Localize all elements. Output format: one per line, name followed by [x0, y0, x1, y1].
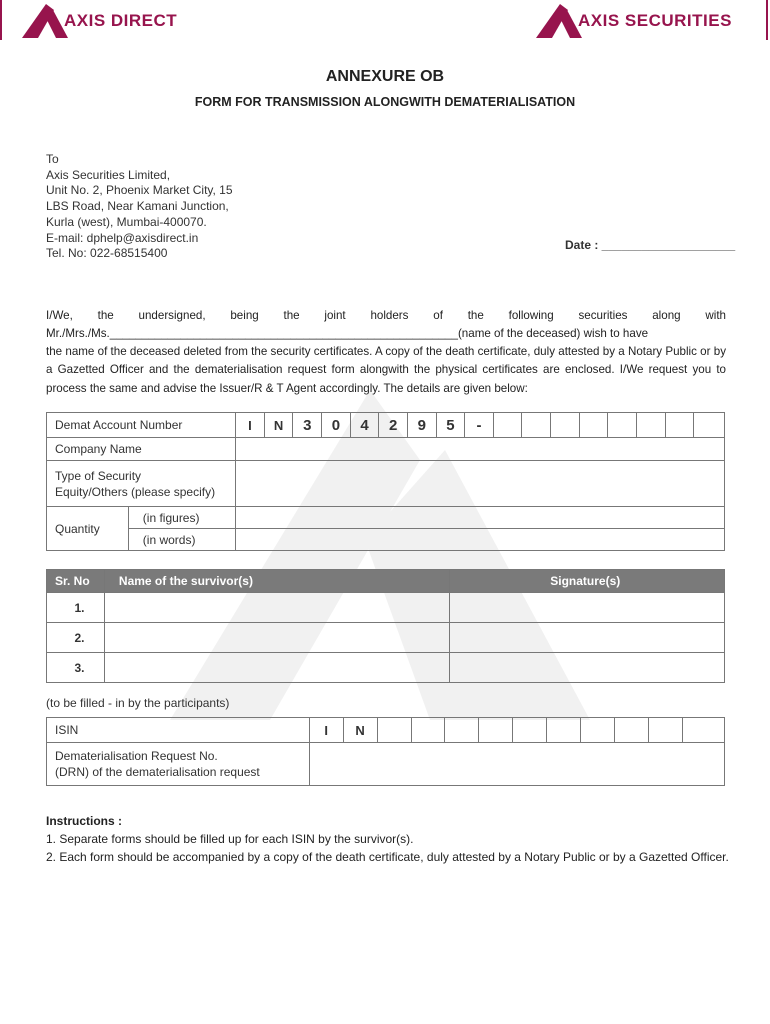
security-type-field[interactable]	[236, 461, 725, 507]
isin-box[interactable]: I	[309, 718, 343, 743]
axis-logo-icon	[536, 4, 582, 38]
demat-box[interactable]	[493, 413, 522, 438]
survivor-name-field[interactable]	[104, 623, 449, 653]
drn-label: Dematerialisation Request No. (DRN) of the dematerialisation request	[47, 743, 310, 786]
isin-box[interactable]	[581, 718, 615, 743]
demat-box[interactable]	[665, 413, 694, 438]
demat-box[interactable]: 5	[436, 413, 465, 438]
security-type-label: Type of Security Equity/Others (please specify)	[47, 461, 236, 507]
address-line: Tel. No: 022-68515400	[46, 246, 168, 261]
address-line: To	[46, 152, 59, 166]
quantity-figures-field[interactable]	[236, 507, 725, 529]
demat-box[interactable]	[608, 413, 637, 438]
survivor-sr-no: 2.	[47, 623, 105, 653]
demat-box[interactable]: 2	[379, 413, 408, 438]
isin-box[interactable]: N	[343, 718, 377, 743]
demat-box[interactable]: 9	[407, 413, 436, 438]
drn-field[interactable]	[309, 743, 724, 786]
isin-label: ISIN	[47, 718, 310, 743]
details-table	[46, 412, 725, 551]
demat-account-label: Demat Account Number	[47, 413, 236, 438]
page-subtitle: FORM FOR TRANSMISSION ALONGWITH DEMATERIALISATION	[194, 95, 576, 109]
demat-box[interactable]	[694, 413, 725, 438]
demat-box[interactable]: 3	[293, 413, 322, 438]
page-edge-mark-right	[766, 0, 768, 40]
isin-table	[46, 717, 725, 786]
demat-box[interactable]: I	[236, 413, 265, 438]
address-line: E-mail: dphelp@axisdirect.in	[46, 230, 199, 245]
survivor-signature-field[interactable]	[450, 623, 725, 653]
axis-securities-logo-text: AXIS SECURITIES	[578, 11, 732, 30]
body-line-2: Mr./Mrs./Ms.______________________________________________________(name of the deceased) wish to have	[46, 327, 649, 340]
isin-box[interactable]	[479, 718, 513, 743]
survivor-sr-no: 3.	[47, 653, 105, 683]
address-line: Unit No. 2, Phoenix Market City, 15	[46, 183, 233, 198]
survivor-name-field[interactable]	[104, 593, 449, 623]
isin-box[interactable]	[615, 718, 649, 743]
isin-box[interactable]	[547, 718, 581, 743]
quantity-figures-label: (in figures)	[128, 507, 235, 529]
axis-securities-logo	[536, 4, 732, 38]
participants-note: (to be filled - in by the participants)	[46, 696, 230, 710]
axis-direct-logo	[22, 4, 177, 38]
axis-logo-icon	[22, 4, 68, 38]
demat-box[interactable]: N	[264, 413, 293, 438]
instruction-item: 1. Separate forms should be filled up for each ISIN by the survivor(s).	[46, 832, 414, 846]
address-line: LBS Road, Near Kamani Junction,	[46, 199, 229, 214]
demat-box[interactable]	[522, 413, 551, 438]
demat-box[interactable]: 0	[322, 413, 351, 438]
address-line: Kurla (west), Mumbai-400070.	[46, 214, 207, 229]
demat-box[interactable]: 4	[350, 413, 379, 438]
demat-box[interactable]	[551, 413, 580, 438]
address-line: Axis Securities Limited,	[46, 167, 171, 182]
address-block	[46, 152, 233, 262]
survivor-signature-field[interactable]	[450, 593, 725, 623]
survivors-table	[46, 569, 725, 683]
company-name-field[interactable]	[236, 438, 725, 461]
quantity-label: Quantity	[47, 507, 129, 551]
isin-box[interactable]	[683, 718, 725, 743]
isin-box[interactable]	[411, 718, 445, 743]
isin-box[interactable]	[513, 718, 547, 743]
demat-box[interactable]: -	[465, 413, 494, 438]
instructions-block	[46, 812, 736, 866]
survivor-name-field[interactable]	[104, 653, 449, 683]
sr-no-header: Sr. No	[47, 570, 105, 593]
demat-box[interactable]	[579, 413, 608, 438]
instructions-heading: Instructions :	[46, 814, 123, 828]
page-title: ANNEXURE OB	[325, 68, 445, 85]
isin-box[interactable]	[649, 718, 683, 743]
survivor-sr-no: 1.	[47, 593, 105, 623]
axis-direct-logo-text: AXIS DIRECT	[64, 11, 178, 30]
quantity-words-field[interactable]	[236, 529, 725, 551]
body-paragraph: the name of the deceased deleted from the security certificates. A copy of the death certificate, duly attested by a Notary Public or by a Gazetted Officer and the dematerialisation request form alongwith the physical certificates are enclosed. I/We request you to process the same and advise the Issuer/R & T Agent accordingly. The details are given below:	[46, 345, 726, 395]
isin-box[interactable]	[377, 718, 411, 743]
survivor-signature-field[interactable]	[450, 653, 725, 683]
date-field[interactable]: Date : ____________________	[565, 238, 736, 252]
quantity-words-label: (in words)	[128, 529, 235, 551]
demat-box[interactable]	[636, 413, 665, 438]
page-edge-mark-left	[0, 0, 2, 40]
instruction-item: 2. Each form should be accompanied by a copy of the death certificate, duly attested by a Notary Public or by a Gazetted Officer.	[46, 850, 729, 864]
body-line-1: I/We, the undersigned, being the joint holders of the following securities along with	[46, 309, 726, 322]
company-name-label: Company Name	[47, 438, 236, 461]
signature-header: Signature(s)	[450, 570, 725, 593]
survivor-name-header: Name of the survivor(s)	[104, 570, 449, 593]
isin-box[interactable]	[445, 718, 479, 743]
